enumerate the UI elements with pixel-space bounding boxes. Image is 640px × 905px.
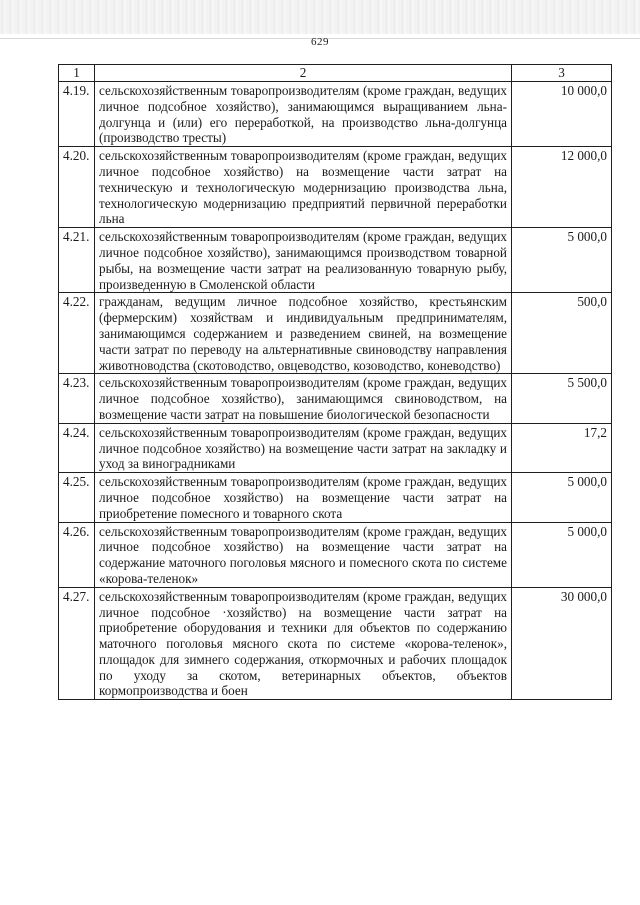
table-row [59, 82, 612, 147]
table-row [59, 293, 612, 374]
row-description: сельскохозяйственным товаропроизводителям (кроме граждан, ведущих личное подсобное хозяйство) на возмещение части затрат на приобретение помесного и товарного скота [95, 473, 512, 522]
table-row [59, 228, 612, 293]
header-col-1: 1 [59, 65, 95, 82]
row-number: 4.21. [59, 228, 95, 293]
row-amount: 17,2 [512, 423, 612, 472]
table-row [59, 423, 612, 472]
row-amount: 500,0 [512, 293, 612, 374]
row-description: сельскохозяйственным товаропроизводителям (кроме граждан, ведущих личное подсобное хозяйство), занимающимся выращиванием льна-долгунца и (или) его переработкой, на производство льна-долгунца (производство тресты) [95, 82, 512, 147]
row-description: гражданам, ведущим личное подсобное хозяйство, крестьянским (фермерским) хозяйствам и индивидуальным предпринимателям, занимающимся содержанием и разведением свиней, на возмещение части затрат по переводу на альтернативные свиноводству направления животноводства (скотоводство, овцеводство, козоводство, коневодство) [95, 293, 512, 374]
row-amount: 12 000,0 [512, 147, 612, 228]
row-amount: 30 000,0 [512, 587, 612, 700]
row-number: 4.20. [59, 147, 95, 228]
row-number: 4.19. [59, 82, 95, 147]
row-description: сельскохозяйственным товаропроизводителям (кроме граждан, ведущих личное подсобное хозяйство) на возмещение части затрат на закладку и уход за виноградниками [95, 423, 512, 472]
row-description: сельскохозяйственным товаропроизводителям (кроме граждан, ведущих личное подсобное хозяйство) на возмещение части затрат на техническую и технологическую модернизацию производства льна, технологическую модернизацию предприятий первичной переработки льна [95, 147, 512, 228]
row-description: сельскохозяйственным товаропроизводителям (кроме граждан, ведущих личное подсобное хозяйство), занимающимся свиноводством, на возмещение части затрат на повышение биологической безопасности [95, 374, 512, 423]
scan-artifact-band [0, 0, 640, 34]
page-number: 629 [311, 36, 329, 48]
row-number: 4.27. [59, 587, 95, 700]
header-col-3: 3 [512, 65, 612, 82]
table-row [59, 147, 612, 228]
table-row [59, 522, 612, 587]
subsidy-table [58, 64, 612, 700]
row-number: 4.23. [59, 374, 95, 423]
header-col-2: 2 [95, 65, 512, 82]
row-amount: 10 000,0 [512, 82, 612, 147]
row-description: сельскохозяйственным товаропроизводителям (кроме граждан, ведущих личное подсобное ·хозяйство) на возмещение части затрат на приобретение оборудования и техники для объектов по содержанию маточного поголовья мясного скота по системе «корова-теленок», площадок для зимнего содержания, откормочных и рабочих площадок по уходу за скотом, ветеринарных объектов, объектов кормопроизводства и боен [95, 587, 512, 700]
row-number: 4.25. [59, 473, 95, 522]
table-header-row [59, 65, 612, 82]
row-amount: 5 000,0 [512, 228, 612, 293]
row-number: 4.26. [59, 522, 95, 587]
row-amount: 5 500,0 [512, 374, 612, 423]
row-description: сельскохозяйственным товаропроизводителям (кроме граждан, ведущих личное подсобное хозяйство) на возмещение части затрат на содержание маточного поголовья мясного и помесного скота по системе «корова-теленок» [95, 522, 512, 587]
row-number: 4.24. [59, 423, 95, 472]
table-row [59, 587, 612, 700]
table-row [59, 473, 612, 522]
row-number: 4.22. [59, 293, 95, 374]
row-description: сельскохозяйственным товаропроизводителям (кроме граждан, ведущих личное подсобное хозяйство), занимающимся производством товарной рыбы, на возмещение части затрат на реализованную товарную рыбу, произведенную в Смоленской области [95, 228, 512, 293]
row-amount: 5 000,0 [512, 473, 612, 522]
row-amount: 5 000,0 [512, 522, 612, 587]
table-row [59, 374, 612, 423]
